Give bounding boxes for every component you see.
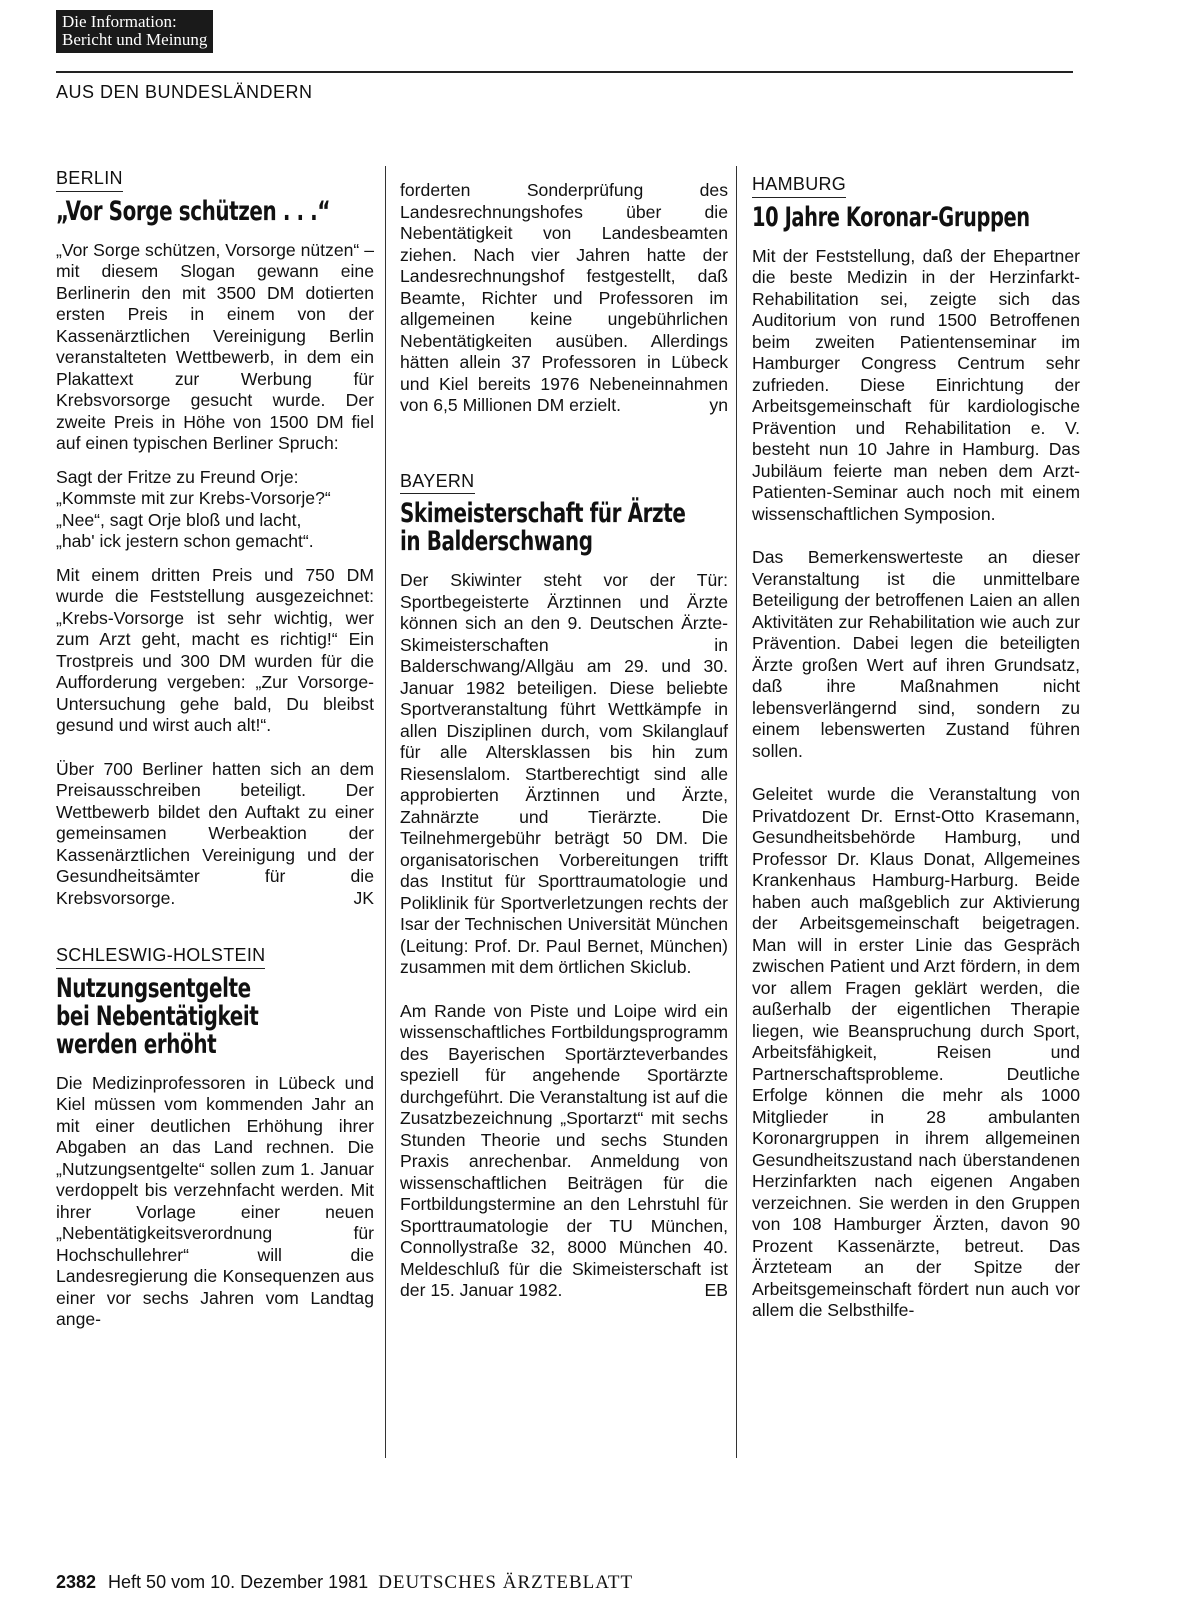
headline-schleswig-holstein — [56, 972, 374, 1060]
paragraph: Der Skiwinter steht vor der Tür: Sportbegeisterte Ärztinnen und Ärzte können sich an den 9. Deutschen Ärzte-Skimeisterschaften in Balderschwang/Allgäu am 29. und 30. Januar 1982 beteiligen. Diese beliebte Sportveranstaltung führt Wettkämpfe in allen Disziplinen durch, vom Skilanglauf für alle Altersklassen bis hin zum Riesenslalom. Startberechtigt sind alle approbierten Ärztinnen und Ärzte, Zahnärzte und Tierärzte. Die Teilnehmergebühr beträgt 50 DM. Die organisatorischen Vorbereitungen trifft das Institut für Sporttraumatologie und Poliklinik für Sportverletzungen rechts der Isar der Technischen Universität München (Leitung: Prof. Dr. Paul Bernet, München) zusammen mit dem örtlichen Skiclub. — [400, 570, 728, 977]
author-initials: yn — [709, 395, 728, 415]
paragraph: „Vor Sorge schützen, Vorsorge nützen“ – mit diesem Slogan gewann eine Berlinerin den mit 3500 DM dotierten ersten Preis in einem von der Kassenärztlichen Vereinigung Berlin veranstalteten Wettbewerb, in dem ein Plakattext zur Werbung für Krebsvorsorge gesucht wurde. Der zweite Preis in Höhe von 1500 DM fiel auf einen typischen Berliner Spruch: — [56, 239, 374, 453]
paragraph-text: forderten Sonderprüfung des Landesrechnungshofes über die Nebentätigkeit von Landesbeamten ziehen. Nach vier Jahren hatte der Landesrechnungshof festgestellt, daß Beamte, Richter und Professoren im allgemeinen keine ungebührlichen Nebentätigkeiten ausüben. Allerdings hätten allein 37 Professoren in Lübeck und Kiel bereits 1976 Nebeneinnahmen von 6,5 Millionen DM erzielt. — [400, 180, 728, 415]
page-number: 2382 — [56, 1572, 97, 1592]
column-2 — [400, 180, 728, 1302]
headline-berlin: „Vor Sorge schützen . . .“ — [56, 195, 331, 227]
paragraph: Das Bemerkenswerteste an dieser Veranstaltung ist die unmittelbare Beteiligung der betroffenen Laien an allen Aktivitäten zur Rehabilitation wie auch zur Prävention. Dabei legen die beteiligten Ärzte großen Wert auf ihren Grundsatz, daß ihre Maßnahmen nicht lebensverlängernd sind, sondern zu einem lebenswerten Zustand führen sollen. — [752, 547, 1080, 761]
article-hamburg — [752, 168, 1080, 1322]
page-footer — [56, 1572, 633, 1594]
top-rule — [56, 71, 1073, 73]
headline-line: bei Nebentätigkeit — [56, 1000, 259, 1032]
paragraph: Mit der Feststellung, daß der Ehepartner die beste Medizin in der Herzinfarkt-Rehabilitation sei, zeigte sich das Auditorium von rund 1500 Betroffenen beim zweiten Patientenseminar im Hamburger Congress Centrum sehr zufrieden. Diese Einrichtung der Arbeitsgemeinschaft für kardiologische Prävention und Rehabilitation e. V. besteht nun 10 Jahre in Hamburg. Das Jubiläum feierte man neben dem Arzt-Patienten-Seminar auch noch mit einem wissenschaftlichen Symposion. — [752, 245, 1080, 524]
masthead-line-2: Bericht und Meinung — [62, 30, 208, 49]
poem — [56, 467, 374, 553]
masthead-logo — [56, 10, 213, 53]
author-initials: JK — [353, 887, 374, 908]
paragraph: Die Medizinprofessoren in Lübeck und Kiel müssen vom kommenden Jahr an mit einer deutlichen Erhöhung ihrer Abgaben an das Land rechnen. Die „Nutzungsentgelte“ sollen zum 1. Januar verdoppelt bis verzehnfacht werden. Mit ihrer Vorlage einer neuen „Nebentätigkeitsverordnung für Hochschullehrer“ will die Landesregierung die Konsequenzen aus einer vor sechs Jahren vom Landtag ange- — [56, 1072, 374, 1329]
headline-bayern — [400, 500, 728, 556]
column-divider-1 — [385, 166, 386, 1458]
paragraph — [56, 759, 374, 910]
poem-line: „hab' ick jestern schon gemacht“. — [56, 531, 314, 551]
paragraph-text: Am Rande von Piste und Loipe wird ein wissenschaftliches Fortbildungsprogramm des Bayerischen Sportärzteverbandes speziell für angehende Sportärzte durchgeführt. Die Veranstaltung ist auf die Zusatzbezeichnung „Sportarzt“ mit sechs Stunden Theorie und sechs Stunden Praxis anrechenbar. Anmeldung von wissenschaftlichen Beiträgen für die Fortbildungstermine an den Lehrstuhl für Sporttraumatologie der TU München, Connollystraße 32, 8000 München 40. Meldeschluß für die Skimeisterschaft ist der 15. Januar 1982. — [400, 1000, 728, 1300]
article-bayern — [400, 471, 728, 1302]
paragraph-text: Über 700 Berliner hatten sich an dem Preisausschreiben beteiligt. Der Wettbewerb bildet den Auftakt zu einer gemeinsamen Werbeaktion der Kassenärztlichen Vereinigung und der Gesundheitsämter für die Krebsvorsorge. — [56, 758, 374, 908]
column-1 — [56, 168, 374, 1331]
poem-line: „Kommste mit zur Krebs-Vorsorje?“ — [56, 488, 331, 508]
paragraph: Mit einem dritten Preis und 750 DM wurde die Feststellung ausgezeichnet: „Krebs-Vorsorge ist sehr wichtig, wer zum Arzt geht, macht es richtig!“ Ein Trostpreis und 300 DM wurden für die Aufforderung vergeben: „Zur Vorsorge-Untersuchung gehe bald, Du bleibst gesund und wirst auch alt!“. — [56, 564, 374, 735]
author-initials: EB — [704, 1280, 728, 1300]
section-label-berlin: BERLIN — [56, 168, 123, 192]
masthead-line-1: Die Information: — [62, 12, 177, 31]
headline-line: Nutzungsentgelte — [56, 972, 251, 1004]
headline-hamburg: 10 Jahre Koronar-Gruppen — [752, 201, 1030, 233]
magazine-name: DEUTSCHES ÄRZTEBLATT — [378, 1572, 634, 1593]
headline-line: in Balderschwang — [400, 526, 593, 557]
article-schleswig-holstein — [56, 945, 374, 1331]
paragraph: Geleitet wurde die Veranstaltung von Privatdozent Dr. Ernst-Otto Krasemann, Gesundheitsbehörde Hamburg, und Professor Dr. Klaus Donat, Allgemeines Krankenhaus Hamburg-Harburg. Beide haben auch maßgeblich zur Aktivierung der Arbeitsgemeinschaft beigetragen. Man will in erster Linie das Gespräch zwischen Patient und Arzt fördern, in dem vor allem Fragen geklärt werden, die außerhalb der eigentlichen Therapie liegen, wie Beanspruchung durch Sport, Arbeitsfähigkeit, Reisen und Partnerschaftsprobleme. Deutliche Erfolge können die mehr als 1000 Mitglieder in 28 ambulanten Koronargruppen in ihrem allgemeinen Gesundheitszustand nach überstandenen Herzinfarkten nach eigenen Angaben verzeichnen. Sie werden in den Gruppen von 108 Hamburger Ärzten, davon 90 Prozent Kassenärzte, betreut. Das Ärzteteam an der Spitze der Arbeitsgemeinschaft fördert nun auch vor allem die Selbsthilfe- — [752, 784, 1080, 1320]
headline-line: werden erhöht — [56, 1028, 217, 1060]
section-label-schleswig-holstein: SCHLESWIG-HOLSTEIN — [56, 945, 265, 969]
headline-line: Skimeisterschaft für Ärzte — [400, 498, 686, 529]
section-label-hamburg: HAMBURG — [752, 174, 846, 198]
issue-info: Heft 50 vom 10. Dezember 1981 — [108, 1572, 369, 1592]
section-label-bayern: BAYERN — [400, 471, 475, 495]
column-3 — [752, 168, 1080, 1322]
poem-line: „Nee“, sagt Orje bloß und lacht, — [56, 509, 302, 530]
column-divider-2 — [736, 166, 737, 1458]
paragraph — [400, 1001, 728, 1302]
page-kicker: AUS DEN BUNDESLÄNDERN — [56, 82, 313, 102]
article-berlin — [56, 168, 374, 909]
paragraph — [400, 180, 728, 417]
poem-line: Sagt der Fritze zu Freund Orje: — [56, 466, 299, 487]
